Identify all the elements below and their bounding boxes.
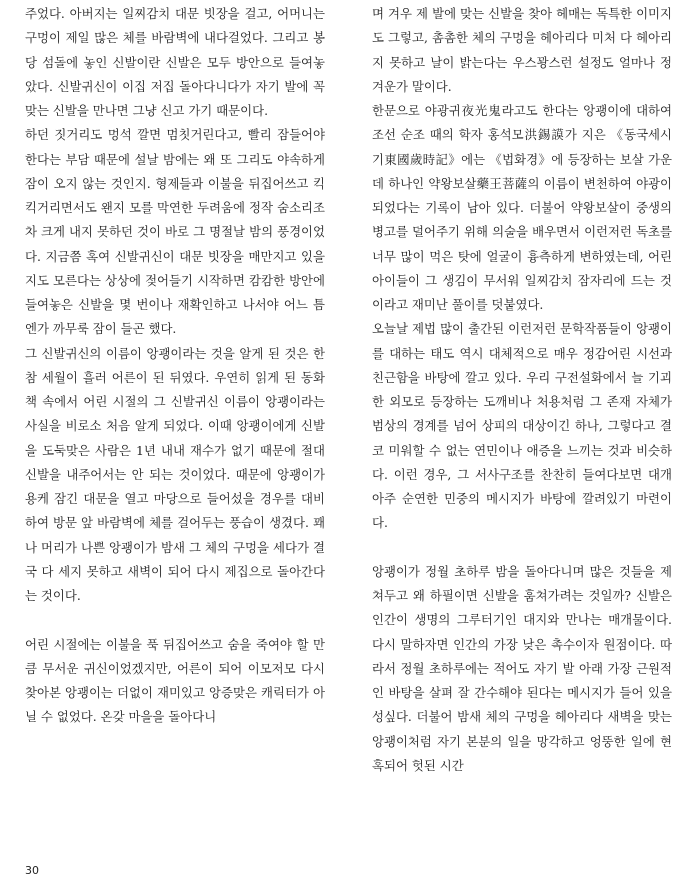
right-column <box>372 2 672 778</box>
paragraph: 하던 짓거리도 멍석 깔면 멈칫거린다고, 빨리 잠들어야 한다는 부담 때문에 설날 밤에는 왜 또 그리도 야속하게 잠이 오지 않는 것인지. 형제들과 이불을 뒤집어쓰고 킥킥거리면서도 왠지 모를 막연한 두려움에 정작 숨소리조차 크게 내지 못하던 것이 바로 그 명절날 밤의 풍경이었다. 지금쯤 혹여 신발귀신이 대문 빗장을 매만지고 있을지도 모른다는 상상에 젖어들기 시작하면 캄캄한 방안에 들여놓은 신발을 몇 번이나 재확인하고 나서야 어느 틈엔가 까무룩 잠이 들곤 했다. <box>25 127 325 337</box>
paragraph: 오늘날 제법 많이 출간된 이런저런 문학작품들이 앙괭이를 대하는 태도 역시 대체적으로 매우 정감어린 시선과 친근함을 바탕에 깔고 있다. 우리 구전설화에서 늘 기괴한 외모로 등장하는 도깨비나 처용처럼 그 존재 자체가 범상의 경계를 넘어 상피의 대상이긴 하나, 그렇다고 결코 미워할 수 없는 연민이나 애증을 느끼는 것과 비슷하다. 이런 경우, 그 서사구조를 찬찬히 들여다보면 대개 아주 순연한 민중의 메시지가 바탕에 깔려있기 마련이다. <box>372 321 672 531</box>
page-number: 30 <box>25 864 39 877</box>
paragraph: 한문으로 야광귀夜光鬼라고도 한다는 앙괭이에 대하여 조선 순조 때의 학자 홍석모洪錫謨가 지은 《동국세시기東國歲時記》에는 《법화경》에 등장하는 보살 가운데 하나인 약왕보살藥王菩薩의 이름이 변천하여 야광이 되었다는 기록이 남아 있다. 더불어 약왕보살이 중생의 병고를 덜어주기 위해 의술을 배우면서 이런저런 독초를 너무 많이 먹은 탓에 얼굴이 흉측하게 변하였는데, 어린아이들이 그 생김이 무서워 일찌감치 잠자리에 드는 것이라고 재미난 풀이를 덧붙였다. <box>372 103 672 312</box>
paragraph: 앙괭이가 정월 초하루 밤을 돌아다니며 많은 것들을 제쳐두고 왜 하필이면 신발을 훔쳐가려는 것일까? 신발은 인간이 생명의 그루터기인 대지와 만나는 매개물이다. 다시 말하자면 인간의 가장 낮은 촉수이자 원점이다. 따라서 정월 초하루에는 적어도 자기 발 아래 가장 근원적인 바탕을 살펴 잘 간수해야 된다는 메시지가 들어 있을 성싶다. 더불어 밤새 체의 구멍을 헤아리다 새벽을 맞는 앙괭이처럼 자기 본분의 일을 망각하고 엉뚱한 일에 현혹되어 헛된 시간 <box>372 563 672 773</box>
paragraph: 어린 시절에는 이불을 푹 뒤집어쓰고 숨을 죽여야 할 만큼 무서운 귀신이었겠지만, 어른이 되어 이모저모 다시 찾아본 앙괭이는 더없이 재미있고 앙증맞은 캐릭터가 아닐 수 없었다. 온갖 마을을 돌아다니 <box>25 636 325 725</box>
paragraph: 그 신발귀신의 이름이 앙괭이라는 것을 알게 된 것은 한참 세월이 흘러 어른이 된 뒤였다. 우연히 읽게 된 동화책 속에서 어린 시절의 그 신발귀신 이름이 앙괭이라는 사실을 비로소 처음 알게 되었다. 이때 앙괭이에게 신발을 도둑맞은 사람은 1년 내내 재수가 없기 때문에 절대 신발을 내주어서는 안 되는 것이었다. 때문에 앙괭이가 용케 잠긴 대문을 열고 마당으로 들어섰을 경우를 대비하여 방문 앞 바람벽에 체를 걸어두는 풍습이 생겼다. 꽤나 머리가 나쁜 앙괭이가 밤새 그 체의 구멍을 세다가 결국 다 세지 못하고 새벽이 되어 다시 제집으로 돌아간다는 것이다. <box>25 345 325 603</box>
paragraph: 주었다. 아버지는 일찌감치 대문 빗장을 걸고, 어머니는 구멍이 제일 많은 체를 바람벽에 내다걸었다. 그리고 봉당 섬돌에 놓인 신발이란 신발은 모두 방안으로 들여놓았다. 신발귀신이 이집 저집 돌아다니다가 자기 발에 꼭 맞는 신발을 만나면 그냥 신고 가기 때문이다. <box>25 6 325 118</box>
paragraph: 며 겨우 제 발에 맞는 신발을 찾아 헤매는 독특한 이미지도 그렇고, 촘촘한 체의 구멍을 헤아리다 미처 다 헤아리지 못하고 날이 밝는다는 우스꽝스런 설정도 얼마나 정겨운가 말이다. <box>372 6 672 94</box>
left-column <box>25 2 325 730</box>
